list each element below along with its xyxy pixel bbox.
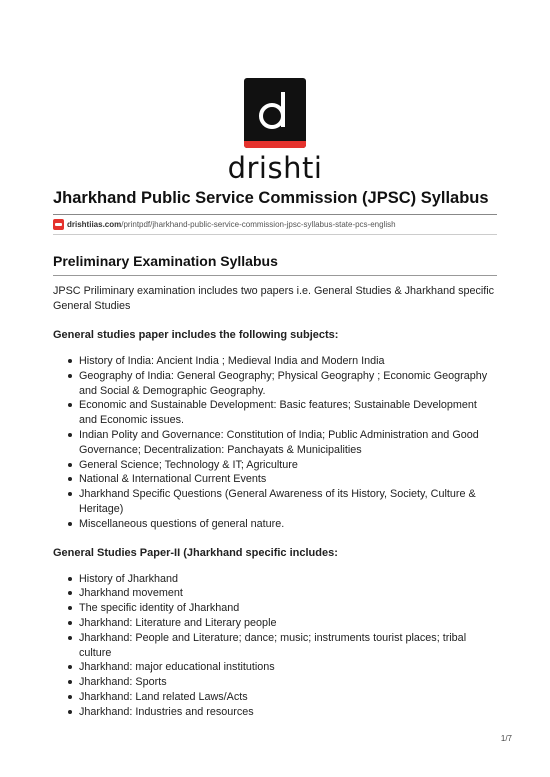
page-number: 1/7 — [500, 734, 512, 743]
list-item: General Science; Technology & IT; Agriculture — [79, 458, 497, 473]
list-item: The specific identity of Jharkhand — [79, 601, 497, 616]
paper1-heading: General studies paper includes the following subjects: — [53, 329, 339, 341]
list-item: Jharkhand: Literature and Literary people — [79, 616, 497, 631]
list-item: Jharkhand: Sports — [79, 675, 497, 690]
list-item: Geography of India: General Geography; Physical Geography ; Economic Geography and Social & Demographic Geography. — [79, 369, 497, 399]
divider — [53, 234, 497, 235]
document-body — [53, 188, 497, 720]
page-title: Jharkhand Public Service Commission (JPSC) Syllabus — [53, 188, 497, 215]
list-item: Jharkhand movement — [79, 586, 497, 601]
list-item: Jharkhand: major educational institutions — [79, 660, 497, 675]
section-heading: Preliminary Examination Syllabus — [53, 252, 497, 276]
source-link[interactable] — [53, 219, 497, 230]
source-path: /printpdf/jharkhand-public-service-commission-jpsc-syllabus-state-pcs-english — [121, 220, 396, 229]
drishti-logo-mark-icon — [244, 78, 306, 148]
list-item: Economic and Sustainable Development: Basic features; Sustainable Development and Economic issues. — [79, 398, 497, 428]
list-item: Jharkhand: People and Literature; dance; music; instruments tourist places; tribal culture — [79, 631, 497, 661]
list-item: Miscellaneous questions of general nature. — [79, 517, 497, 532]
paper1-list — [53, 354, 497, 532]
paper2-list — [53, 572, 497, 720]
list-item: National & International Current Events — [79, 472, 497, 487]
drishti-logo — [0, 78, 550, 185]
brand-name: drishti — [227, 151, 323, 185]
source-domain: drishtiias.com — [67, 220, 122, 229]
favicon-icon — [53, 219, 64, 230]
list-item: History of India: Ancient India ; Medieval India and Modern India — [79, 354, 497, 369]
intro-paragraph: JPSC Priliminary examination includes two papers i.e. General Studies & Jharkhand specific General Studies — [53, 285, 495, 312]
list-item: Jharkhand Specific Questions (General Awareness of its History, Society, Culture & Heritage) — [79, 487, 497, 517]
list-item: History of Jharkhand — [79, 572, 497, 587]
list-item: Indian Polity and Governance: Constitution of India; Public Administration and Good Governance; Decentralization: Panchayats & Municipalities — [79, 428, 497, 458]
list-item: Jharkhand: Land related Laws/Acts — [79, 690, 497, 705]
paper2-heading: General Studies Paper-II (Jharkhand specific includes: — [53, 546, 338, 559]
list-item: Jharkhand: Industries and resources — [79, 705, 497, 720]
